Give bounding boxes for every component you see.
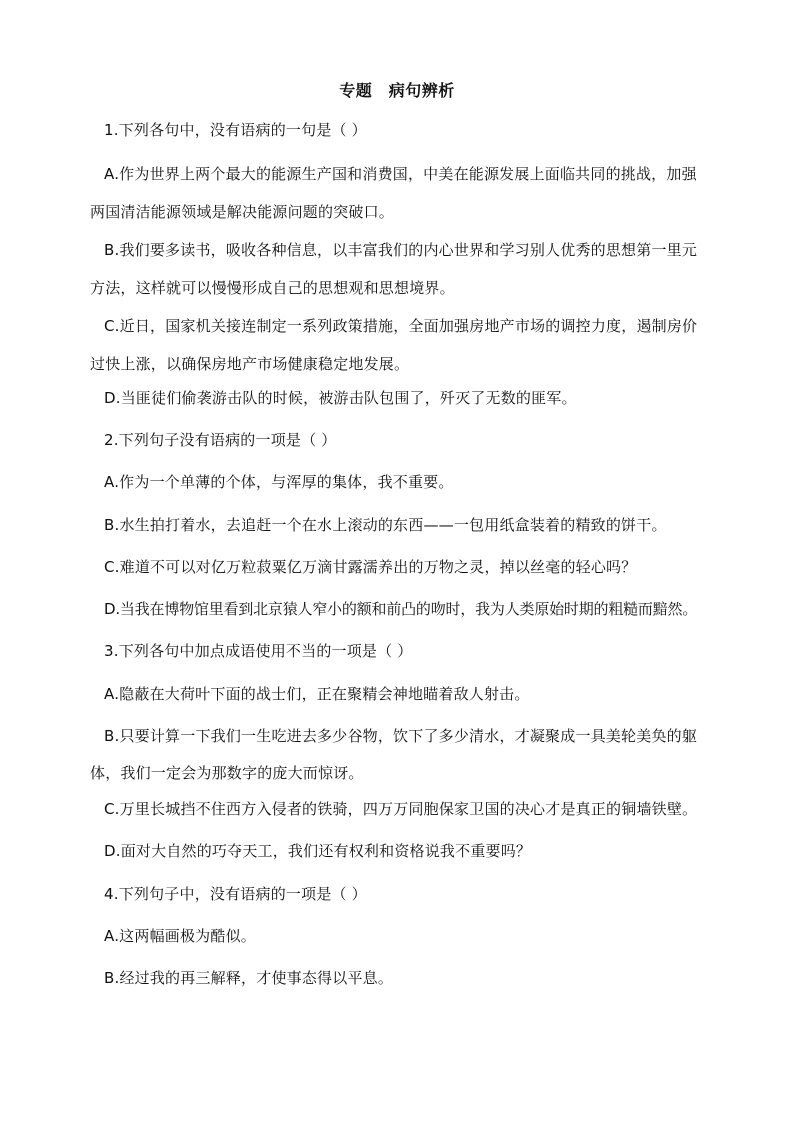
question-1-option-d: D.当匪徒们偷袭游击队的时候，被游击队包围了，歼灭了无数的匪军。 [104,389,577,407]
question-3-option-b-line-1: B.只要计算一下我们一生吃进去多少谷物，饮下了多少清水，才凝聚成一具美轮美奂的躯 [104,727,698,745]
question-4-stem: 4.下列句子中，没有语病的一项是（ ） [104,885,367,903]
question-1-option-c-line-2: 过快上涨，以确保房地产市场健康稳定地发展。 [90,355,410,373]
question-1-option-b-line-1: B.我们要多读书，吸收各种信息，以丰富我们的内心世界和学习别人优秀的思想第一里元 [104,241,698,259]
question-2-stem: 2.下列句子没有语病的一项是（ ） [104,431,337,449]
question-2-option-a: A.作为一个单薄的个体，与浑厚的集体，我不重要。 [104,473,454,491]
question-1-option-a-line-1: A.作为世界上两个最大的能源生产国和消费国，中美在能源发展上面临共同的挑战，加强 [104,165,697,183]
page-title: 专题 病句辨析 [339,81,455,100]
question-1-option-c-line-1: C.近日，国家机关接连制定一系列政策措施，全面加强房地产市场的调控力度，遏制房价 [104,317,698,335]
question-2-option-d: D.当我在博物馆里看到北京猿人窄小的额和前凸的吻时，我为人类原始时期的粗糙而黯然。 [104,600,698,618]
question-3-option-d: D.面对大自然的巧夺天工，我们还有权利和资格说我不重要吗？ [104,842,532,860]
question-1-option-a-line-2: 两国清洁能源领域是解决能源问题的突破口。 [90,203,395,221]
question-4-option-a: A.这两幅画极为酷似。 [104,927,256,945]
question-1-stem: 1.下列各句中，没有语病的一句是（ ） [104,121,367,139]
question-2-option-c: C.难道不可以对亿万粒菽粟亿万滴甘露濡养出的万物之灵，掉以丝毫的轻心吗？ [104,558,637,576]
question-4-option-b: B.经过我的再三解释，才使事态得以平息。 [104,969,394,987]
question-1-option-b-line-2: 方法，这样就可以慢慢形成自己的思想观和思想境界。 [90,279,455,297]
question-3-option-c: C.万里长城挡不住西方入侵者的铁骑，四万万同胞保家卫国的决心才是真正的铜墙铁壁。 [104,800,698,818]
question-3-stem: 3.下列各句中加点成语使用不当的一项是（ ） [104,642,413,660]
question-3-option-a: A.隐蔽在大荷叶下面的战士们，正在聚精会神地瞄着敌人射击。 [104,685,530,703]
question-2-option-b: B.水生拍打着水，去追赶一个在水上滚动的东西——一包用纸盒装着的精致的饼干。 [104,516,667,534]
question-3-option-b-line-2: 体，我们一定会为那数字的庞大而惊讶。 [90,764,364,782]
